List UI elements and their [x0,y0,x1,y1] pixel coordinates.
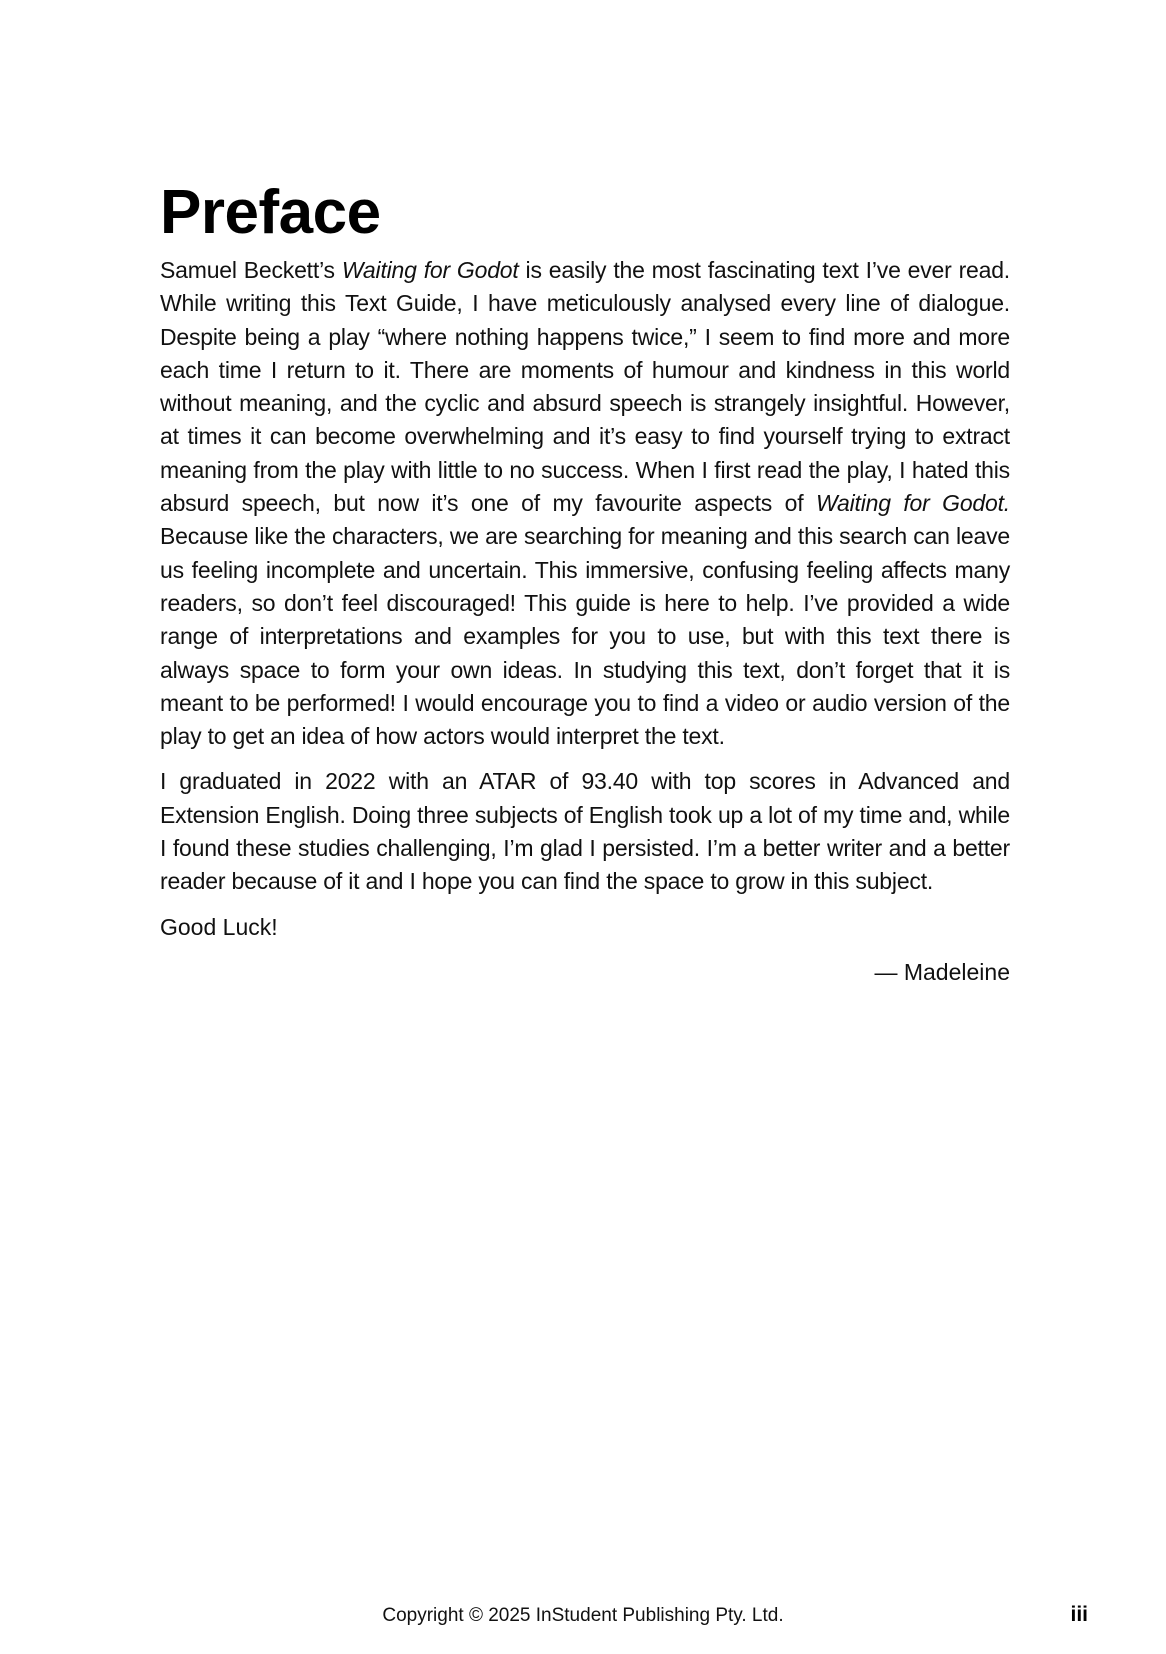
copyright-footer: Copyright © 2025 InStudent Publishing Pty. Ltd. [382,1605,784,1626]
book-title-italic-2: Waiting for Godot. [815,490,1010,517]
book-title-italic: Waiting for Godot [341,257,519,283]
page-title: Preface [160,178,381,247]
sign-off: Good Luck! [160,913,278,940]
page-number: iii [1070,1603,1088,1626]
paragraph-1-text-end: Because like the characters, we are searching for meaning and this search can leave us feeling incomplete and uncertain. This immersive, confusing feeling affects many readers, so don’t feel discouraged! This guide is here to help. I’ve provided a wide range of interpretations and examples for you to use, but with this text there is always space to form your own ideas. In studying this text, don’t forget that it is meant to be performed! I would encourage you to find a video or audio version of the play to get an idea of how actors would interpret the text. [160,523,1010,750]
page-content [160,178,1010,989]
preface-paragraph-2: I graduated in 2022 with an ATAR of 93.40 with top scores in Advanced and Extension English. Doing three subjects of English took up a lot of my time and, while I found these studies challenging, I’m glad I persisted. I’m a better writer and a better reader because of it and I hope you can find the space to grow in this subject. [160,768,1010,895]
paragraph-1-text-start: Samuel Beckett’s [160,257,342,283]
author-signature: — Madeleine [874,958,1010,985]
preface-paragraph-1 [160,254,1010,753]
paragraph-1-text-middle: is easily the most fascinating text I’ve ever read. While writing this Text Guide, I have meticulously analysed every line of dialogue. Despite being a play “where nothing happens twice,” I seem to find more and more each time I return to it. There are moments of humour and kindness in this world without meaning, and the cyclic and absurd speech is strangely insightful. However, at times it can become overwhelming and it’s easy to find yourself trying to extract meaning from the play with little to no success. When I first read the play, I hated this absurd speech, but now it’s one of my favourite aspects of [160,257,1010,517]
